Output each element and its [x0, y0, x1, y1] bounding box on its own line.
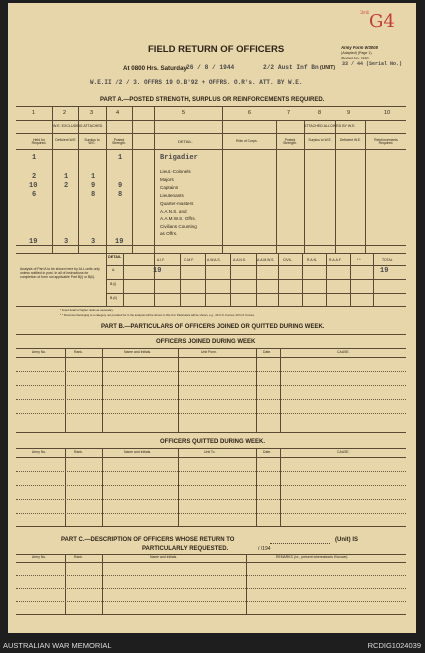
col-number: 10	[384, 110, 391, 116]
detail-aif-value: 19	[153, 267, 162, 275]
footer-source: AUSTRALIAN WAR MEMORIAL	[3, 641, 112, 650]
detail-head: A.W.A.S.	[207, 258, 221, 262]
quitted-col-head: Army No.	[32, 450, 47, 454]
detail-total-value: 19	[380, 267, 389, 275]
vrule-b2	[102, 348, 103, 432]
part-c-col-head: Army No.	[32, 555, 47, 559]
quitted-col-head: CAUSE.	[337, 450, 350, 454]
col-number: 6	[248, 110, 252, 116]
col1-value: 1	[32, 154, 37, 162]
part-a-detail-rule	[16, 253, 406, 254]
quitted-row-rule	[16, 499, 406, 500]
vrule-d8	[326, 253, 327, 306]
rank-label: Majors	[160, 177, 174, 182]
vrule-q4	[256, 448, 257, 526]
col-number: 7	[287, 110, 291, 116]
total-col4: 19	[115, 238, 124, 246]
vrule-b1	[65, 348, 66, 432]
at-hrs-label: At 0800 Hrs. Saturday	[123, 65, 187, 72]
quitted-bottom-rule	[16, 526, 406, 527]
col3-value: 1	[91, 173, 96, 181]
part-a-bottom-rule	[16, 306, 406, 307]
col-number: 9	[347, 110, 351, 116]
footnote: * * Personnel belonging to a category not provided for in the analysis will be shown in this Col. Particulars will be shown, e.g., 30 U.K. Forces; 20 N.Z. Forces.	[60, 313, 255, 317]
part-b-top-rule	[16, 334, 406, 335]
quitted-row-rule	[16, 471, 406, 472]
col-number: 5	[182, 110, 186, 116]
joined-col-head: Army No.	[32, 350, 47, 354]
vrule-d0	[123, 253, 124, 306]
total-col1: 19	[29, 238, 38, 246]
rank-label: Civilians Counting	[160, 224, 197, 229]
col-head: Deficient W.E.	[55, 138, 77, 142]
we-excluding-label: W.E. EXCLUDING ATTACHED.	[53, 124, 104, 128]
col-number: 2	[63, 110, 67, 116]
part-c-date: / /194	[258, 546, 271, 552]
col-head: Surplus to W.E.	[308, 138, 332, 142]
unit-name: 2/2 Aust Inf Bn	[263, 64, 319, 71]
vrule-c10	[365, 120, 366, 254]
part-c-col-head: REMARKS (i.e., present whereabouts if known).	[276, 555, 349, 559]
rank-label: Captains	[160, 185, 179, 190]
col4-value: 9	[118, 182, 123, 190]
vrule-c9	[335, 120, 336, 254]
quitted-col-head: Name and Initials.	[124, 450, 152, 454]
total-col3: 3	[91, 238, 96, 246]
col1-value: 6	[32, 191, 37, 199]
serial-number: 33 / 44 (Serial No.)	[342, 61, 403, 67]
report-date: 26 / 8 / 1944	[186, 64, 235, 71]
vrule-q1	[65, 448, 66, 526]
col-head: Reinforcements Required.	[374, 138, 398, 146]
rank-label: A.A.M.W.S. Offrs.	[160, 216, 196, 221]
army-form-1: Army Form W3008	[341, 45, 378, 50]
vrule-c-1	[65, 554, 66, 614]
rank-label: A.A.N.S. and	[160, 209, 187, 214]
col-head: DETAIL.	[178, 139, 193, 144]
col1-value: 2	[32, 173, 37, 181]
col-head: Held for Required.	[31, 138, 47, 146]
attached-allowed-label: ATTACHED ALLOWED BY W.E.	[304, 124, 356, 128]
part-a-top-rule	[16, 106, 406, 107]
vrule-b4	[256, 348, 257, 432]
joined-row-rule	[16, 399, 406, 400]
col2-value: 1	[64, 173, 69, 181]
joined-col-head: Rank.	[74, 350, 83, 354]
col-number: 4	[116, 110, 120, 116]
joined-col-head: Unit From.	[201, 350, 217, 354]
unit-suffix: (UNIT)	[320, 65, 335, 71]
joined-row-rule	[16, 371, 406, 372]
total-col2: 3	[64, 238, 69, 246]
col-head: Deficient W.E.	[339, 138, 362, 142]
army-form-3: (Revised Jan., 1942)	[341, 56, 369, 60]
vrule-d2	[180, 253, 181, 306]
detail-head: CIVIL.	[283, 258, 293, 262]
col4-value: 8	[118, 191, 123, 199]
part-c-requested: PARTICULARLY REQUESTED.	[142, 546, 229, 552]
part-a-attached-rule	[16, 133, 406, 134]
part-c-head-bottom-rule	[16, 562, 406, 563]
joined-row-rule	[16, 385, 406, 386]
joined-head-bottom-rule	[16, 357, 406, 358]
quitted-head-bottom-rule	[16, 457, 406, 458]
vrule-q2	[102, 448, 103, 526]
joined-col-head: Name and Initials.	[124, 350, 152, 354]
col-number: 1	[32, 110, 36, 116]
vrule-q5	[280, 448, 281, 526]
detail-head: * *	[357, 258, 361, 262]
vrule-c6	[222, 106, 223, 254]
vrule-c3	[106, 106, 107, 306]
vrule-d10	[373, 253, 374, 306]
vrule-q3	[178, 448, 179, 526]
joined-bottom-rule	[16, 432, 406, 433]
row-letter: B.(ii)	[110, 296, 117, 300]
part-a-total-rule	[16, 245, 406, 246]
col-head: Posted Strength.	[283, 138, 297, 146]
analysis-note: Analysis of Part A to be shown here by ALL units only unless notified in post. In all of instructions for completion of form not applicable Part B(i) or B(ii).	[20, 267, 100, 280]
col3-value: 8	[91, 191, 96, 199]
vrule-c4	[132, 106, 133, 254]
army-form-2: (Adapted) (Page 1)	[341, 51, 372, 55]
footer-id: RCDIG1024039	[367, 641, 421, 650]
detail-head: C.M.F.	[184, 258, 194, 262]
part-a-colhead-rule	[16, 149, 406, 150]
footer-bar	[0, 639, 425, 653]
footnote: * Insert detail of higher ranks as necessary.	[60, 308, 114, 312]
joined-col-head: Date.	[263, 350, 272, 354]
row-letter: B.(i)	[110, 282, 117, 286]
quitted-head-top-rule	[16, 448, 406, 449]
part-b-title: PART B.—PARTICULARS OF OFFICERS JOINED OR QUITTED DURING WEEK.	[101, 324, 325, 330]
vrule-c8	[304, 120, 305, 254]
row-letter: A.	[112, 268, 116, 272]
part-c-row-rule	[16, 575, 406, 576]
col-head: Surplus to W.E.	[84, 138, 100, 146]
vrule-d6	[278, 253, 279, 306]
quitted-col-head: Rank.	[74, 450, 83, 454]
part-c-title: PART C.—DESCRIPTION OF OFFICERS WHOSE RETURN TO	[61, 537, 235, 543]
vrule-b3	[178, 348, 179, 432]
we-line: W.E.II /2 / 3. OFFRS 19 O.B'92 + OFFRS. O.R's. ATT. BY W.E.	[90, 79, 303, 86]
rank-label: Quarter-masters	[160, 201, 194, 206]
part-a-subhead-rule	[16, 120, 406, 121]
joined-title: OFFICERS JOINED DURING WEEK	[156, 339, 256, 345]
part-c-unit-label: (Unit) IS	[335, 537, 358, 543]
vrule-d7	[302, 253, 303, 306]
vrule-d3	[205, 253, 206, 306]
detail-head: A.I.F.	[157, 258, 165, 262]
part-c-col-head: Name and Initials.	[150, 555, 178, 559]
part-a-title: PART A.—POSTED STRENGTH, SURPLUS OR REINFORCEMENTS REQUIRED.	[100, 97, 325, 103]
detail-head: A.A.N.S.	[233, 258, 247, 262]
vrule-c-2	[102, 554, 103, 614]
vrule-b5	[280, 348, 281, 432]
col2-value: 2	[64, 182, 69, 190]
quitted-row-rule	[16, 485, 406, 486]
rank-label: Lieutenants	[160, 193, 184, 198]
joined-col-head: CAUSE.	[337, 350, 350, 354]
vrule-d4	[230, 253, 231, 306]
part-c-unit-blank	[270, 543, 330, 544]
detail-head: R.A.N.	[307, 258, 317, 262]
vrule-c5	[154, 106, 155, 306]
joined-row-rule	[16, 413, 406, 414]
joined-head-top-rule	[16, 348, 406, 349]
col-number: 8	[318, 110, 322, 116]
rank-label: as Offrs.	[160, 231, 178, 236]
vrule-c-3	[246, 554, 247, 614]
page-title: FIELD RETURN OF OFFICERS	[148, 44, 285, 55]
part-c-col-head: Rank.	[74, 555, 83, 559]
col-number: 3	[90, 110, 94, 116]
rank-brigadier-typed: Brigadier	[160, 154, 198, 162]
part-c-row-rule	[16, 588, 406, 589]
detail-head: TOTAL	[382, 258, 393, 262]
detail-label: DETAIL	[108, 255, 122, 259]
col1-value: 10	[29, 182, 38, 190]
quitted-col-head: Date.	[263, 450, 272, 454]
col3-value: 9	[91, 182, 96, 190]
col-head: Posted Strength.	[112, 138, 126, 146]
quitted-title: OFFICERS QUITTED DURING WEEK.	[160, 439, 265, 445]
quitted-col-head: Unit To.	[204, 450, 216, 454]
vrule-d9	[350, 253, 351, 306]
part-c-row-rule	[16, 601, 406, 602]
quitted-row-rule	[16, 513, 406, 514]
annotation-g4: G4	[369, 11, 395, 32]
detail-head: A.A.M.W.S.	[257, 258, 275, 262]
part-c-bottom-rule	[16, 614, 406, 615]
col-head: Rôle of Corps.	[236, 139, 258, 143]
annotation-small: 3rd	[360, 10, 369, 16]
document-page	[8, 3, 416, 633]
vrule-c7	[276, 120, 277, 254]
col4-value: 1	[118, 154, 123, 162]
detail-head: R.A.A.F.	[329, 258, 342, 262]
rank-label: Lieut.-Colonels	[160, 169, 191, 174]
